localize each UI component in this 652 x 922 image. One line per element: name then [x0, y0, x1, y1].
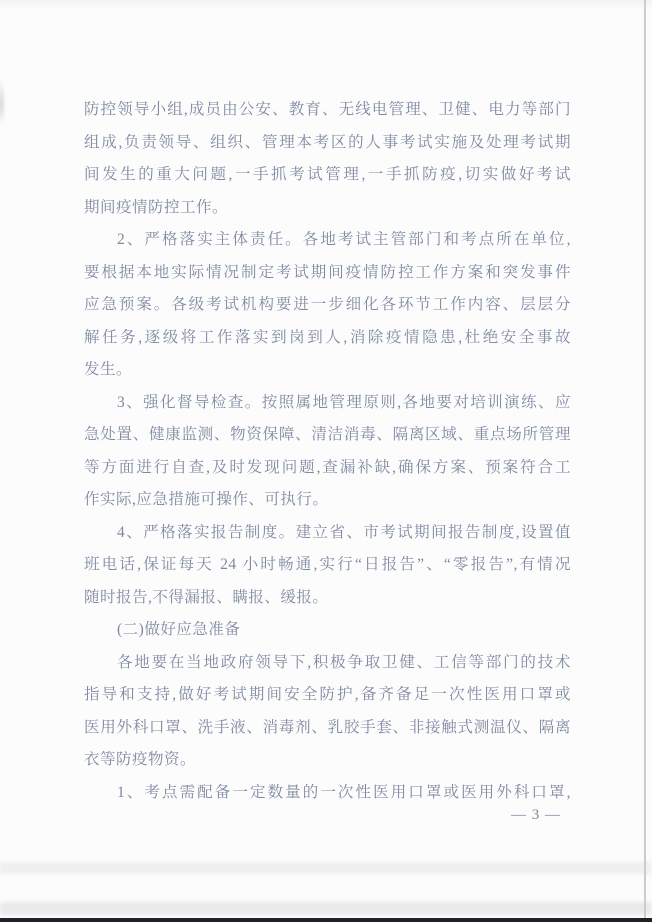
scan-smudge	[0, 902, 652, 915]
text-line: 期间疫情防控工作。	[84, 198, 229, 216]
text-line: 等方面进行自查,及时发现问题,查漏补缺,确保方案、预案符合工	[84, 458, 571, 476]
text-line: 4、严格落实报告制度。建立省、市考试期间报告制度,设置值	[117, 523, 571, 541]
text-line: 医用外科口罩、洗手液、消毒剂、乳胶手套、非接触式测温仪、隔离	[84, 718, 571, 736]
text-line: 班电话,保证每天 24 小时畅通,实行“日报告”、“零报告”,有情况	[84, 556, 571, 573]
text-line: 衣等防疫物资。	[84, 751, 197, 768]
text-line: 各地要在当地政府领导下,积极争取卫健、工信等部门的技术	[117, 653, 571, 671]
text-line: 指导和支持,做好考试期间安全防护,备齐备足一次性医用口罩或	[84, 686, 571, 703]
text-line: 间发生的重大问题,一手抓考试管理,一手抓防疫,切实做好考试	[84, 166, 571, 183]
page-number: — 3 —	[511, 807, 561, 823]
text-line: 随时报告,不得漏报、瞒报、缓报。	[84, 588, 329, 606]
scan-bottom-edge	[0, 918, 652, 922]
text-line: 1、考点需配备一定数量的一次性医用口罩或医用外科口罩,	[117, 783, 571, 801]
text-line: 防控领导小组,成员由公安、教育、无线电管理、卫健、电力等部门	[84, 101, 571, 118]
document-body	[84, 94, 571, 809]
scan-smudge	[0, 862, 652, 874]
text-line: 作实际,应急措施可操作、可执行。	[84, 491, 329, 508]
scan-top-shading	[0, 0, 652, 10]
text-line: 解任务,逐级将工作落实到岗到人,消除疫情隐患,杜绝安全事故	[84, 328, 571, 346]
scan-artifact-blotch	[0, 80, 6, 126]
text-line: 应急预案。各级考试机构要进一步细化各环节工作内容、层层分	[84, 296, 571, 313]
text-line: 组成,负责领导、组织、管理本考区的人事考试实施及处理考试期	[84, 133, 571, 151]
section-heading: (二)做好应急准备	[117, 621, 241, 638]
text-line: 3、强化督导检查。按照属地管理原则,各地要对培训演练、应	[117, 393, 571, 411]
text-line: 急处置、健康监测、物资保障、清洁消毒、隔离区域、重点场所管理	[84, 426, 571, 443]
text-line: 要根据本地实际情况制定考试期间疫情防控工作方案和突发事件	[84, 263, 571, 281]
text-line: 发生。	[84, 361, 133, 378]
text-line: 2、严格落实主体责任。各地考试主管部门和考点所在单位,	[117, 231, 571, 248]
scan-edge-line	[644, 0, 646, 922]
